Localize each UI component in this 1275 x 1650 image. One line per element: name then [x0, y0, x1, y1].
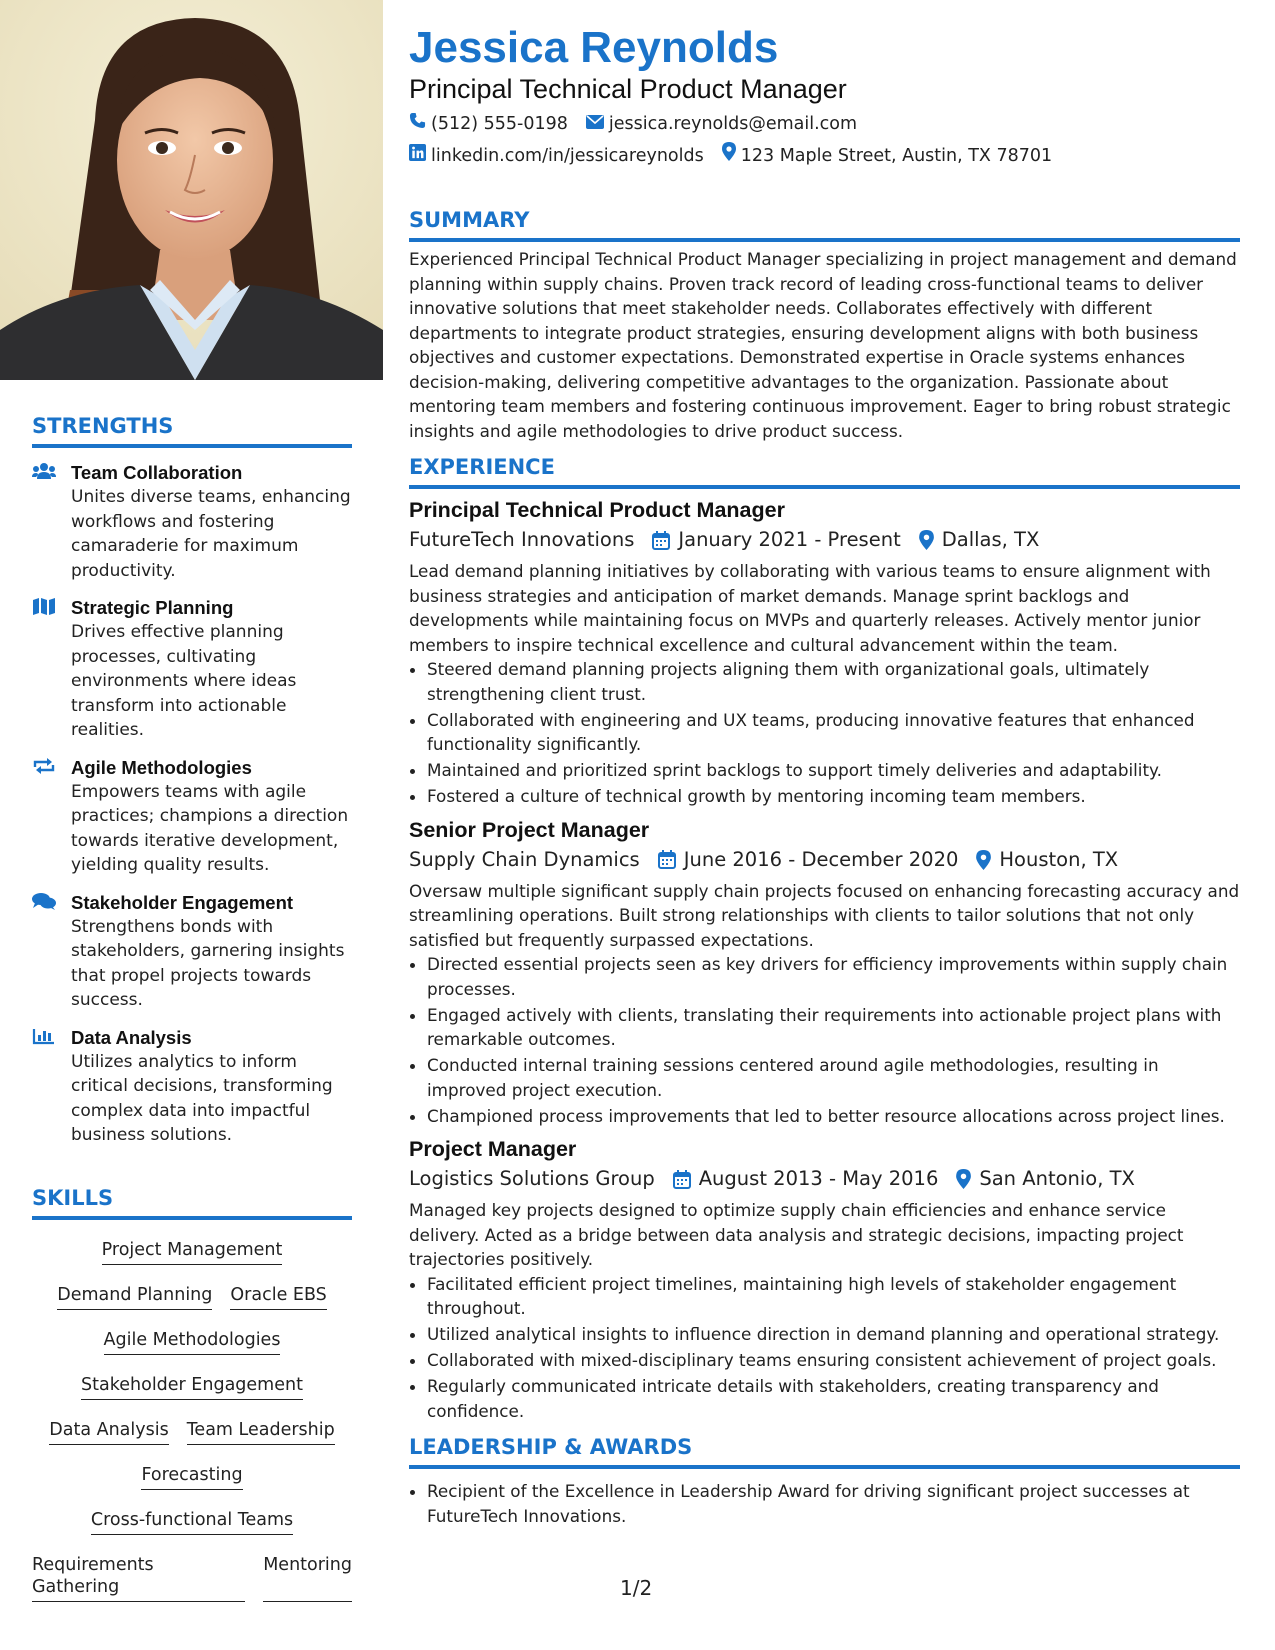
skill-tag: Requirements Gathering [32, 1554, 245, 1602]
envelope-icon [586, 108, 604, 140]
skill-row [32, 1284, 352, 1310]
candidate-name: Jessica Reynolds [409, 23, 779, 72]
skill-tag: Data Analysis [49, 1419, 168, 1445]
job-company: FutureTech Innovations [409, 528, 635, 551]
skill-tag: Team Leadership [187, 1419, 335, 1445]
strength-name: Team Collaboration [71, 462, 243, 483]
skill-tag: Project Management [102, 1239, 283, 1265]
profile-photo [0, 0, 383, 380]
job-title: Project Manager [409, 1137, 577, 1161]
list-item: • Directed essential projects seen as key drivers for efficiency improvements within supply chain processes. [427, 952, 1240, 1001]
contact-row [409, 140, 1240, 172]
awards-section [409, 1435, 1240, 1528]
phone-icon [409, 108, 426, 140]
strength-name: Strategic Planning [71, 597, 234, 618]
map-pin-icon [722, 140, 736, 172]
strength-desc: Drives effective planning processes, cultivating environments where ideas transform into actionable realities. [71, 622, 297, 740]
contact-row [409, 108, 1240, 140]
job-title: Principal Technical Product Manager [409, 498, 785, 522]
skill-row [32, 1374, 352, 1400]
sidebar [0, 0, 383, 1650]
skill-tag: Stakeholder Engagement [81, 1374, 303, 1400]
list-item: • Collaborated with mixed-disciplinary teams ensuring consistent achievement of project goals. [427, 1348, 1240, 1373]
job-bullets [409, 657, 1240, 809]
skill-tag: Demand Planning [57, 1284, 212, 1310]
map-pin-icon [956, 1169, 971, 1189]
job-entry [409, 495, 1240, 809]
job-company: Supply Chain Dynamics [409, 847, 640, 871]
job-company: Logistics Solutions Group [409, 1167, 655, 1190]
job-meta [409, 525, 1240, 555]
map-pin-icon [919, 530, 934, 550]
job-location [956, 1164, 1135, 1194]
email-contact[interactable] [586, 108, 857, 140]
job-dates-text: August 2013 - May 2016 [698, 1167, 939, 1190]
job-meta [409, 1164, 1240, 1194]
skill-row [32, 1554, 352, 1602]
job-location-text: San Antonio, TX [979, 1167, 1135, 1190]
job-dates [652, 525, 900, 555]
job-location [919, 525, 1040, 555]
job-description: Managed key projects designed to optimize supply chain efficiencies and enhance service delivery. Acted as a bridge between data analysis and strategic decisions, impacting project trajectories positively. [409, 1200, 1184, 1269]
list-item: • Utilized analytical insights to influence direction in demand planning and operational strategy. [427, 1322, 1240, 1347]
strength-name: Agile Methodologies [71, 756, 252, 778]
experience-title: EXPERIENCE [409, 455, 1240, 489]
address-contact [722, 140, 1052, 172]
chart-icon [32, 1027, 56, 1045]
strength-desc: Utilizes analytics to inform critical decisions, transforming complex data into impactful business solutions. [71, 1051, 333, 1145]
skill-row [32, 1329, 352, 1355]
list-item: • Conducted internal training sessions centered around agile methodologies, resulting in improved project execution. [427, 1053, 1240, 1102]
strength-desc: Strengthens bonds with stakeholders, garnering insights that propel projects towards success. [71, 916, 345, 1010]
list-item: • Facilitated efficient project timelines, maintaining high levels of stakeholder engagement throughout. [427, 1272, 1240, 1321]
awards-title: LEADERSHIP & AWARDS [409, 1435, 1240, 1469]
list-item: • Steered demand planning projects aligning them with organizational goals, ultimately strengthening client trust. [427, 657, 1240, 706]
list-item: • Championed process improvements that led to better resource allocations across project lines. [427, 1104, 1240, 1129]
job-location-text: Dallas, TX [941, 528, 1040, 551]
skill-tag: Forecasting [141, 1464, 242, 1490]
strength-item [32, 755, 352, 878]
phone-contact[interactable] [409, 108, 568, 140]
address-text: 123 Maple Street, Austin, TX 78701 [740, 146, 1053, 166]
repeat-icon [32, 757, 56, 775]
list-item: • Collaborated with engineering and UX teams, producing innovative features that enhanced functionality significantly. [427, 708, 1240, 757]
candidate-role: Principal Technical Product Manager [409, 74, 847, 104]
job-bullets [409, 952, 1240, 1128]
awards-list [409, 1479, 1240, 1528]
skill-tag: Agile Methodologies [104, 1329, 281, 1355]
job-location-text: Houston, TX [999, 847, 1119, 871]
email-text: jessica.reynolds@email.com [608, 114, 858, 134]
list-item: • Regularly communicated intricate details with stakeholders, creating transparency and confidence. [427, 1374, 1240, 1423]
skill-row [32, 1464, 352, 1490]
list-item: • Maintained and prioritized sprint backlogs to support timely deliveries and adaptability. [427, 758, 1240, 783]
strength-item [32, 1025, 352, 1148]
job-meta [409, 845, 1240, 875]
job-entry [409, 1134, 1240, 1423]
skills-title: SKILLS [32, 1186, 352, 1220]
strength-item [32, 460, 352, 583]
strength-name: Stakeholder Engagement [71, 891, 294, 913]
summary-section [409, 208, 1240, 443]
skill-tag: Oracle EBS [230, 1284, 326, 1310]
job-bullets [409, 1272, 1240, 1424]
job-dates [658, 845, 959, 875]
strength-item [32, 595, 352, 743]
page-indicator: 1/2 [620, 1576, 653, 1600]
summary-text: Experienced Principal Technical Product Manager specializing in project management and demand planning within supply chains. Proven track record of leading cross-functional teams to deliver innovative solutions that meet stakeholder needs. Collaborates effectively with different departments to integrate product strategies, ensuring development aligns with both business objectives and customer expectations. Demonstrated expertise in Oracle systems enhances decision-making, delivering competitive advantages to the organization. Passionate about mentoring team members and fostering continuous improvement. Eager to bring robust strategic insights and agile methodologies to drive product success. [409, 249, 1237, 441]
job-description: Oversaw multiple significant supply chain projects focused on enhancing forecasting accuracy and streamlining operations. Built strong relationships with clients to tailor solutions that not only satisfied but frequently surpassed expectations. [409, 880, 1240, 950]
strengths-title: STRENGTHS [32, 414, 352, 448]
strengths-section [32, 414, 352, 1148]
job-dates-text: June 2016 - December 2020 [683, 847, 959, 871]
job-title: Senior Project Manager [409, 817, 650, 842]
map-icon [32, 597, 56, 615]
map-pin-icon [976, 850, 991, 870]
skill-row [32, 1509, 352, 1535]
linkedin-text: linkedin.com/in/jessicareynolds [431, 146, 704, 166]
skills-section [32, 1186, 352, 1602]
job-dates-text: January 2021 - Present [678, 528, 901, 551]
calendar-icon [658, 850, 676, 869]
comments-icon [32, 892, 56, 910]
job-location [976, 845, 1118, 875]
skill-tag: Cross-functional Teams [91, 1509, 293, 1535]
summary-title: SUMMARY [409, 208, 1240, 242]
calendar-icon [652, 531, 670, 550]
list-item: • Recipient of the Excellence in Leadership Award for driving significant project successes at FutureTech Innovations. [427, 1479, 1240, 1528]
calendar-icon [673, 1170, 691, 1189]
skill-row [32, 1239, 352, 1265]
list-item: • Engaged actively with clients, translating their requirements into actionable project plans with remarkable outcomes. [427, 1003, 1240, 1052]
linkedin-contact[interactable] [409, 140, 704, 172]
job-description: Lead demand planning initiatives by collaborating with various teams to ensure alignment with business strategies and anticipation of market demands. Manage sprint backlogs and developments while maintaining focus on MVPs and quarterly releases. Actively mentor junior members to inspire technical excellence and cultural advancement within the team. [409, 561, 1211, 655]
strength-item [32, 890, 352, 1013]
skill-tag: Mentoring [263, 1554, 352, 1602]
experience-section [409, 455, 1240, 1423]
list-item: • Fostered a culture of technical growth by mentoring incoming team members. [427, 784, 1240, 809]
job-entry [409, 815, 1240, 1129]
main-column [409, 22, 1240, 1530]
skill-row [32, 1419, 352, 1445]
job-dates [673, 1164, 939, 1194]
phone-text: (512) 555-0198 [431, 114, 568, 134]
strength-desc: Empowers teams with agile practices; champions a direction towards iterative development, yielding quality results. [71, 781, 349, 875]
linkedin-icon [409, 140, 426, 172]
users-icon [32, 462, 56, 480]
strength-name: Data Analysis [71, 1026, 192, 1048]
strength-desc: Unites diverse teams, enhancing workflows and fostering camaraderie for maximum productivity. [71, 487, 351, 581]
